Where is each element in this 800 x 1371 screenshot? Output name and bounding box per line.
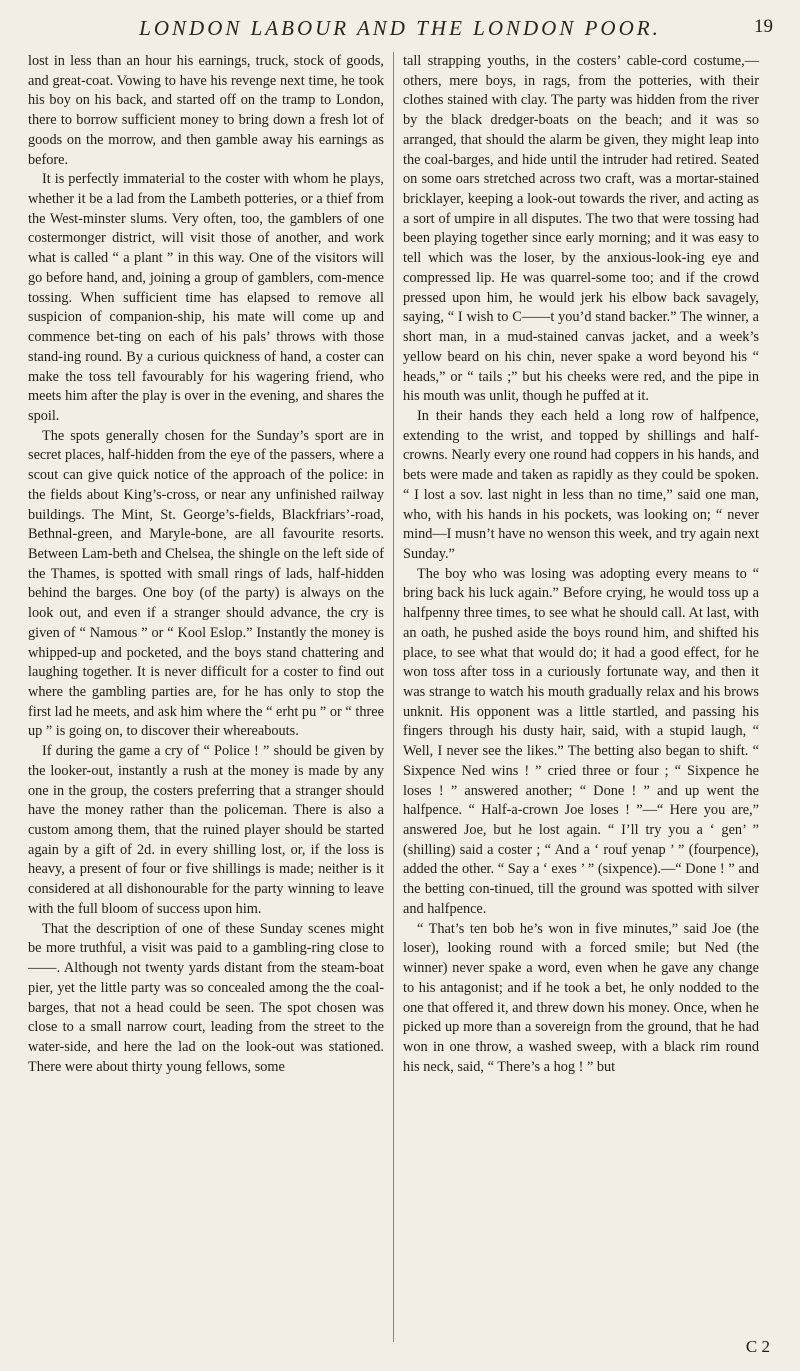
left-paragraph-4: If during the game a cry of “ Police ! ” should be given by the looker-out, instantly a rush at the money is made by any one in the group, the costers preferring that a stranger should have the money rather than the policeman. There is also a custom among them, that the ruined player should be started again by a gift of 2d. in every shilling lost, or, if the loss is heavy, a present of four or five shillings is made; neither is it considered at all dishonourable for the party winning to leave with the full bloom of success upon him.: [28, 743, 384, 917]
running-head: LONDON LABOUR AND THE LONDON POOR.: [139, 16, 661, 40]
page-header: [0, 14, 800, 44]
left-paragraph-5: That the description of one of these Sunday scenes might be more truthful, a visit was paid to a gambling-ring close to ——. Although not twenty yards distant from the steam-boat pier, yet the little party was so concealed among the the coal-barges, that not a head could be seen. The spot chosen was close to a small narrow court, leading from the street to the water-side, and here the lad on the look-out was stationed. There were about thirty young fellows, some: [28, 920, 384, 1075]
left-paragraph-3: The spots generally chosen for the Sunday’s sport are in secret places, half-hidden from the eye of the passers, where a scout can give quick notice of the approach of the police: in the fields about King’s-cross, or near any unfinished railway buildings. The Mint, St. George’s-fields, Blackfriars’-road, Bethnal-green, and Maryle-bone, are all favourite resorts. Between Lam-beth and Chelsea, the shingle on the left side of the Thames, is spotted with small rings of lads, half-hidden behind the barges. One boy (of the party) is always on the look out, and even if a stranger should advance, the cry is given of “ Namous ” or “ Kool Eslop.” Instantly the money is whipped-up and pocketed, and the boys stand chattering and laughing together. It is never difficult for a coster to find out where the gambling parties are, for he has only to stop the first lad he meets, and ask him where the “ erht pu ” or “ three up ” is going on, to discover their whereabouts.: [28, 427, 384, 740]
left-column: [28, 52, 384, 1352]
page-number: 19: [754, 16, 773, 37]
right-column: [403, 52, 759, 1352]
left-paragraph-2: It is perfectly immaterial to the coster with whom he plays, whether it be a lad from the Lambeth potteries, or a thief from the West-minster slums. Very often, too, the gamblers of one costermonger district, will visit those of another, and work what is called “ a plant ” in this way. One of the visitors will go before hand, and, joining a group of gamblers, com-mence tossing. When sufficient time has elapsed to remove all suspicion of companion-ship, his mate will come up and commence bet-ting on each of his pals’ throws with those stand-ing round. By a curious quickness of hand, a coster can make the toss tell favourably for his wagering friend, who meets him after the play is over in the evening, and shares the spoil.: [28, 171, 384, 424]
column-divider: [393, 52, 394, 1342]
left-paragraph-1: lost in less than an hour his earnings, truck, stock of goods, and great-coat. Vowing to have his revenge next time, he took his boy on his back, and started off on the tramp to London, there to borrow sufficient money to bring down a fresh lot of goods on the morrow, and then gamble away his earnings as before.: [28, 53, 384, 168]
signature-mark: C 2: [745, 1337, 770, 1356]
text-columns: [28, 52, 783, 1352]
right-paragraph-2: In their hands they each held a long row of halfpence, extending to the wrist, and topped by shillings and half-crowns. Nearly every one round had coppers in his hands, and bets were made and taken as rapidly as they could be spoken. “ I lost a sov. last night in less than no time,” said one man, who, with his hands in his pockets, was looking on; “ never mind—I musn’t have no wenson this week, and try again next Sunday.”: [403, 407, 759, 562]
right-paragraph-1: tall strapping youths, in the costers’ cable-cord costume,—others, mere boys, in rags, from the potteries, with their clothes stained with clay. The party was hidden from the river by the black dredger-boats on the beach; and it was so arranged, that should the alarm be given, they might leap into the coal-barges, and hide until the intruder had retired. Seated on some oars stretched across two craft, was a mortar-stained bricklayer, keeping a look-out towards the river, and acting as a sort of umpire in all disputes. The two that were tossing had been playing together since early morning; and it was easy to tell which was the loser, by the anxious-look-ing eye and compressed lip. He was quarrel-some too; and if the crowd pressed upon him, he would jerk his elbow back savagely, saying, “ I wish to C——t you’d stand backer.” The winner, a short man, in a mud-stained canvas jacket, and a week’s yellow beard on his chin, never spake a word beyond his “ heads,” or “ tails ;” but his cheeks were red, and the pipe in his mouth was unlit, though he puffed at it.: [403, 53, 759, 405]
right-paragraph-3: The boy who was losing was adopting every means to “ bring back his luck again.” Before crying, he would toss up a halfpenny three times, to see what he should call. At last, with an oath, he pushed aside the boys round him, and shifted his place, to see what that would do; it had a good effect, for he won toss after toss in a curiously fortunate way, and then it was strange to watch his mouth gradually relax and his brows unknit. His opponent was a little startled, and passing his fingers through his dusty hair, said, with a stupid laugh, “ Well, I never see the likes.” The betting also began to shift. “ Sixpence Ned wins ! ” cried three or four ; “ Sixpence he loses ! ” answered another; “ Done ! ” and up went the halfpence. “ Half-a-crown Joe loses ! ”—“ Here you are,” answered Joe, but he lost again. “ I’ll try you a ‘ gen’ ” (shilling) said a coster ; “ And a ‘ rouf yenap ’ ” (fourpence), added the other. “ Say a ‘ exes ’ ” (sixpence).—“ Done ! ” and the betting con-tinued, till the ground was spotted with silver and halfpence.: [403, 565, 759, 917]
right-paragraph-4: “ That’s ten bob he’s won in five minutes,” said Joe (the loser), looking round with a forced smile; but Ned (the winner) never spake a word, even when he gave any change to his antagonist; and if he took a bet, he only nodded to the one that offered it, and threw down his money. Once, when he picked up more than a sovereign from the ground, that he had won in one throw, a washed sweep, with a black rim round his neck, said, “ There’s a hog ! ” but: [403, 920, 759, 1075]
